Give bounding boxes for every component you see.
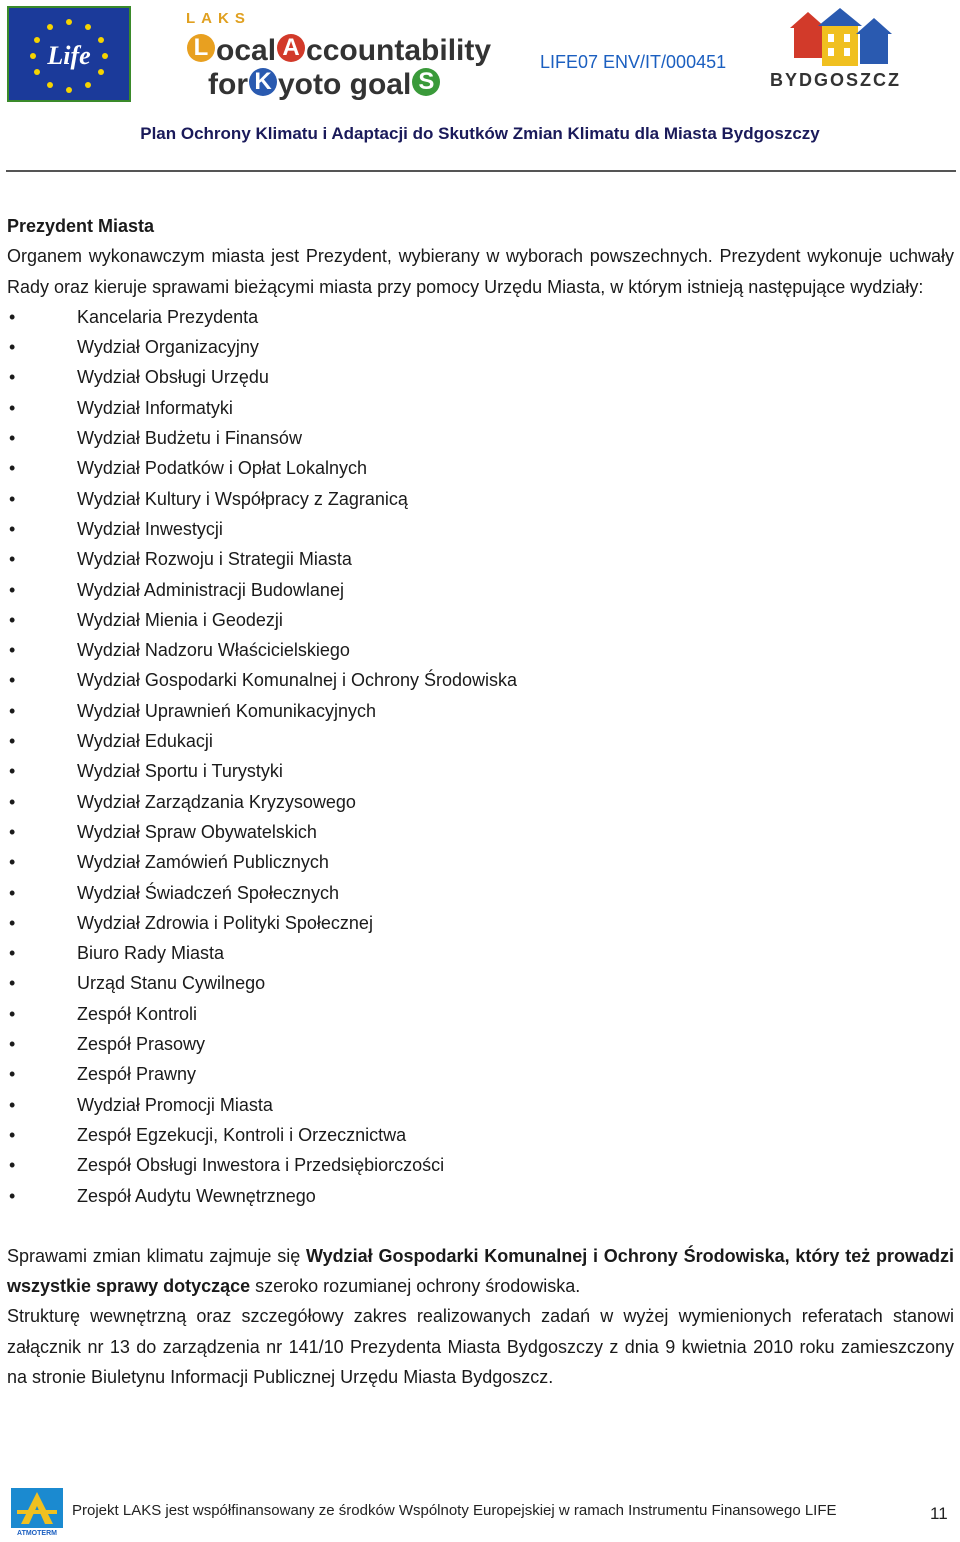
laks-cap-s: S (412, 68, 440, 96)
eu-life-logo (7, 6, 131, 102)
page-footer (0, 1482, 960, 1542)
page-header (0, 0, 960, 175)
department-item: • Wydział Rozwoju i Strategii Miasta (7, 544, 954, 574)
climate-paragraph: Sprawami zmian klimatu zajmuje się Wydział Gospodarki Komunalnej i Ochrony Środowiska, który też prowadzi wszystkie sprawy dotyczące szeroko rozumianej ochrony środowiska. (7, 1245, 954, 1297)
spacer (7, 1211, 954, 1241)
laks-logo (186, 10, 506, 102)
department-item: • Zespół Egzekucji, Kontroli i Orzecznictwa (7, 1120, 954, 1150)
structure-paragraph: Strukturę wewnętrzną oraz szczegółowy zakres realizowanych zadań w wyżej wymienionych referatach stanowi załącznik nr 13 do zarządzenia nr 141/10 Prezydenta Miasta Bydgoszczy z dnia 9 kwietnia 2010 roku zamieszczony na stronie Biuletynu Informacji Publicznej Urzędu Miasta Bydgoszcz. (7, 1306, 954, 1387)
department-item: • Wydział Inwestycji (7, 514, 954, 544)
laks-logo-line-2: for K yoto goal S (208, 68, 441, 102)
department-item: • Wydział Administracji Budowlanej (7, 575, 954, 605)
laks-cap-a: A (277, 34, 305, 62)
svg-text:Life: Life (47, 41, 91, 70)
department-item: • Wydział Organizacyjny (7, 332, 954, 362)
laks-cap-l: L (187, 34, 215, 62)
department-item: • Wydział Budżetu i Finansów (7, 423, 954, 453)
svg-text:ATMOTERM: ATMOTERM (17, 1530, 57, 1536)
department-item: • Wydział Kultury i Współpracy z Zagranicą (7, 484, 954, 514)
laks-cap-k: K (249, 68, 277, 96)
bydgoszcz-logo-text: BYDGOSZCZ (770, 70, 902, 90)
department-item: • Wydział Edukacji (7, 726, 954, 756)
document-body (7, 211, 954, 1392)
department-item: • Wydział Informatyki (7, 393, 954, 423)
laks-logo-line-1: L ocal A ccountability (186, 34, 491, 68)
department-item: • Wydział Obsługi Urzędu (7, 362, 954, 392)
department-item: • Kancelaria Prezydenta (7, 302, 954, 332)
department-item: • Wydział Promocji Miasta (7, 1090, 954, 1120)
department-item: • Zespół Prasowy (7, 1029, 954, 1059)
department-item: • Wydział Zamówień Publicznych (7, 847, 954, 877)
page-number: 11 (930, 1504, 948, 1523)
department-item: • Wydział Nadzoru Właścicielskiego (7, 635, 954, 665)
department-item: • Zespół Obsługi Inwestora i Przedsiębiorczości (7, 1150, 954, 1180)
department-item: • Wydział Spraw Obywatelskich (7, 817, 954, 847)
department-item: • Wydział Zarządzania Kryzysowego (7, 787, 954, 817)
department-item: • Biuro Rady Miasta (7, 938, 954, 968)
department-item: • Zespół Audytu Wewnętrznego (7, 1181, 954, 1211)
section-title: Prezydent Miasta (7, 216, 155, 236)
department-item: • Wydział Mienia i Geodezji (7, 605, 954, 635)
department-item: • Wydział Świadczeń Społecznych (7, 878, 954, 908)
department-item: • Zespół Prawny (7, 1059, 954, 1089)
atmoterm-logo (11, 1488, 63, 1536)
department-item: • Wydział Zdrowia i Polityki Społecznej (7, 908, 954, 938)
project-code: LIFE07 ENV/IT/000451 (540, 52, 727, 72)
document-title: Plan Ochrony Klimatu i Adaptacji do Skutków Zmian Klimatu dla Miasta Bydgoszczy (140, 124, 820, 143)
department-item: • Wydział Sportu i Turystyki (7, 756, 954, 786)
departments-list (7, 302, 954, 1211)
department-item: • Wydział Podatków i Opłat Lokalnych (7, 453, 954, 483)
laks-abbreviation: LAKS (186, 10, 251, 27)
department-item: • Zespół Kontroli (7, 999, 954, 1029)
department-item: • Urząd Stanu Cywilnego (7, 968, 954, 998)
department-item: • Wydział Gospodarki Komunalnej i Ochrony Środowiska (7, 665, 954, 695)
department-item: • Wydział Uprawnień Komunikacyjnych (7, 696, 954, 726)
climate-department-emphasis: Wydział Gospodarki Komunalnej i Ochrony Środowiska, który też prowadzi wszystkie sprawy dotyczące (7, 1245, 954, 1297)
intro-paragraph: Organem wykonawczym miasta jest Prezydent, wybierany w wyborach powszechnych. Prezydent wykonuje uchwały Rady oraz kieruje sprawami bieżącymi miasta przy pomocy Urzędu Miasta, w którym istnieją następujące wydziały: (7, 246, 954, 297)
header-divider (6, 170, 956, 172)
footer-cofinancing-note: Projekt LAKS jest współfinansowany ze środków Wspólnoty Europejskiej w ramach Instrumentu Finansowego LIFE (72, 1502, 837, 1519)
